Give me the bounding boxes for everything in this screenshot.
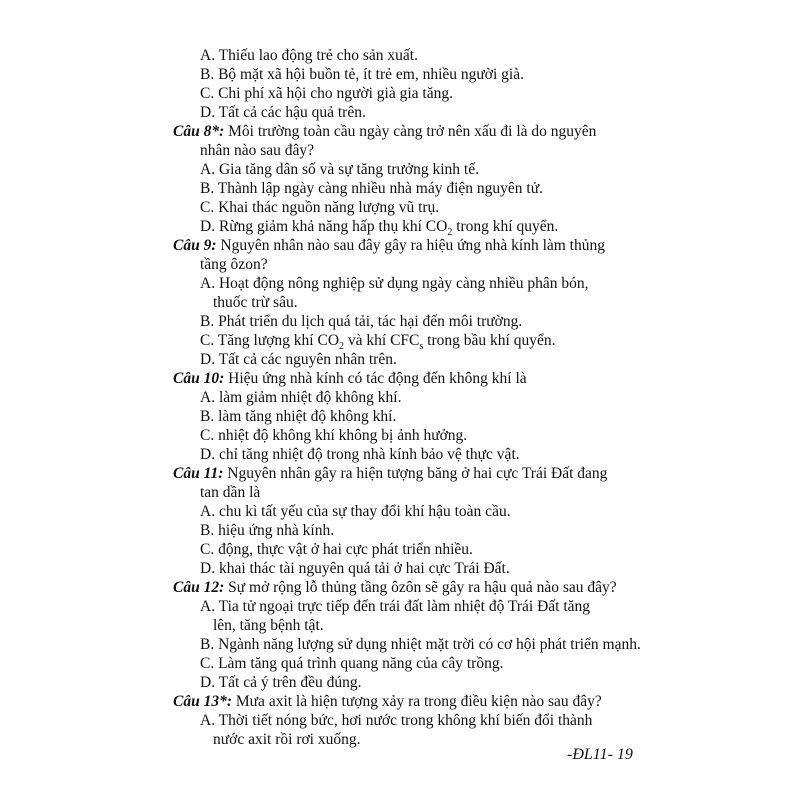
- q11-option-b: B. hiệu ứng nhà kính.: [200, 522, 335, 539]
- q7-option-d: D. Tất cả các hậu quả trên.: [200, 104, 366, 121]
- q12-option-b: B. Ngành năng lượng sử dụng nhiệt mặt trời có cơ hội phát triển mạnh.: [200, 636, 641, 653]
- q7-option-b: B. Bộ mặt xã hội buồn tẻ, ít trẻ em, nhiều người già.: [200, 66, 524, 83]
- q10-stem: [173, 369, 527, 388]
- q9-option-d: D. Tất cả các nguyên nhân trên.: [200, 351, 397, 368]
- q10-option-a: A. làm giảm nhiệt độ không khí.: [200, 389, 402, 406]
- q7-option-a: A. Thiếu lao động trẻ cho sản xuất.: [200, 47, 418, 64]
- q8-text-2: nhân nào sau đây?: [200, 142, 315, 159]
- q9-option-b: B. Phát triển du lịch quá tải, tác hại đến môi trường.: [200, 313, 523, 330]
- q7-option-c: C. Chi phí xã hội cho người già gia tăng.: [200, 85, 453, 102]
- q9-option-c-pre: C. Tăng lượng khí CO: [200, 332, 340, 349]
- q10-label: Câu 10:: [173, 370, 225, 387]
- q12-option-c: C. Làm tăng quá trình quang năng của cây trồng.: [200, 655, 504, 672]
- q10-option-b: B. làm tăng nhiệt độ không khí.: [200, 408, 397, 425]
- q9-label: Câu 9:: [173, 237, 217, 254]
- q9-text-2: tầng ôzon?: [200, 256, 268, 273]
- q11-text-1: Nguyên nhân gây ra hiện tượng băng ở hai cực Trái Đất đang: [227, 465, 608, 482]
- q9-option-c-post: trong bầu khí quyển.: [423, 332, 556, 349]
- q9-option-c-mid: và khí CFC: [344, 332, 420, 349]
- q9-stem: [173, 236, 605, 255]
- q8-option-a: A. Gia tăng dân số và sự tăng trưởng kinh tế.: [200, 161, 479, 178]
- q9-option-c-sub2: s: [419, 341, 424, 353]
- q11-stem: [173, 464, 607, 483]
- q11-label: Câu 11:: [173, 465, 224, 482]
- q12-option-a-1: A. Tia tử ngoại trực tiếp đến trái đất làm nhiệt độ Trái Đất tăng: [200, 598, 591, 615]
- q8-option-d: [200, 217, 559, 239]
- q11-option-d: D. khai thác tài nguyên quá tải ở hai cực Trái Đất.: [200, 560, 510, 577]
- q13-option-a-2: nước axit rồi rơi xuống.: [213, 731, 361, 748]
- q11-option-a: A. chu kì tất yếu của sự thay đổi khí hậu toàn cầu.: [200, 503, 511, 520]
- q12-label: Câu 12:: [173, 579, 225, 596]
- q8-option-c: C. Khai thác nguồn năng lượng vũ trụ.: [200, 199, 440, 216]
- q9-option-c-sub1: 2: [339, 341, 345, 353]
- q9-option-a-2: thuốc trừ sâu.: [213, 294, 298, 311]
- q13-label: Câu 13*:: [173, 693, 232, 710]
- q11-option-c: C. động, thực vật ở hai cực phát triển nhiều.: [200, 541, 473, 558]
- q8-text-1: Môi trường toàn cầu ngày càng trở nên xấu đi là do nguyên: [228, 123, 597, 140]
- q11-text-2: tan dần là: [200, 484, 261, 501]
- q8-option-b: B. Thành lập ngày càng nhiều nhà máy điện nguyên tử.: [200, 180, 544, 197]
- q10-text-1: Hiệu ứng nhà kính có tác động đến không khí là: [228, 370, 527, 387]
- page-footer: -ĐL11- 19: [567, 746, 633, 763]
- q8-option-d-post: trong khí quyển.: [452, 218, 559, 235]
- q13-text-1: Mưa axit là hiện tượng xảy ra trong điều kiện nào sau đây?: [235, 693, 602, 710]
- q8-label: Câu 8*:: [173, 123, 225, 140]
- q10-option-c: C. nhiệt độ không khí không bị ảnh hưởng.: [200, 427, 468, 444]
- q12-text-1: Sự mở rộng lỗ thủng tầng ôzôn sẽ gây ra hậu quả nào sau đây?: [228, 579, 617, 596]
- q13-option-a-1: A. Thời tiết nóng bức, hơi nước trong không khí biến đổi thành: [200, 712, 593, 729]
- q9-text-1: Nguyên nhân nào sau đây gây ra hiệu ứng nhà kính làm thủng: [220, 237, 605, 254]
- q9-option-a-1: A. Hoạt động nông nghiệp sử dụng ngày càng nhiều phân bón,: [200, 275, 589, 292]
- q8-option-d-sub: 2: [447, 227, 453, 239]
- q12-option-d: D. Tất cả ý trên đều đúng.: [200, 674, 362, 691]
- q12-option-a-2: lên, tăng bệnh tật.: [213, 617, 324, 634]
- q10-option-d: D. chỉ tăng nhiệt độ trong nhà kính bảo vệ thực vật.: [200, 446, 520, 463]
- q13-stem: [173, 692, 602, 711]
- q9-option-c: [200, 331, 556, 353]
- q8-stem: [173, 122, 596, 141]
- q12-stem: [173, 578, 617, 597]
- q8-option-d-pre: D. Rừng giảm khả năng hấp thụ khí CO: [200, 218, 448, 235]
